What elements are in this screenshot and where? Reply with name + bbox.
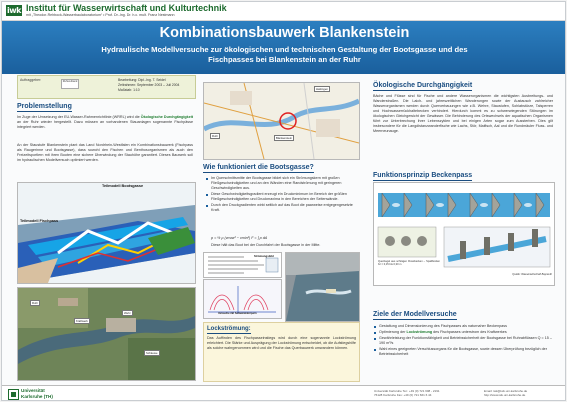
map-tag-schleuse: Schleuse — [146, 351, 158, 355]
ziele-bullet-list — [373, 324, 553, 358]
project-details — [118, 78, 179, 93]
bootsgasse-bullet-2: Diese Geschwindigkeitsgradient erzeugt ein Druckminimum im Bereich der größten Fließgeschwindigkeiten und Druckmaxima in den Bereichen der Seitenwände. — [205, 192, 358, 202]
problemstellung-heading: Problemstellung — [17, 103, 72, 110]
oekologische-heading: Ökologische Durchgängigkeit — [373, 82, 473, 89]
lockstroemung-text: Das Auffinden des Fischpasseinstiegs wird durch eine sogenannte Lockströmung erleichtert. Die Stärke und Ausprägung der Lockströmung entscheidet, ob die Aufstiegshilfe als solche wahrgenommen wird und die Fische das Querbauwerk umwandern können. — [207, 336, 356, 350]
map-tag-ruhr-center: Ruhr — [212, 134, 219, 138]
bootsgasse-conclusion: Diese hält das Boot bei der Durchfahrt der Bootsgasse in der Mitte. — [211, 243, 321, 247]
lockstroemung-box — [203, 322, 360, 382]
map-tag-wehr: Wehr — [124, 311, 131, 315]
institute-header — [2, 2, 566, 21]
oekologische-paragraph: Bäche und Flüsse sind für Fische und andere Wasserorganismen die wichtigsten Ausbreitungs- und Wanderstraßen. Die Laich- und jahreszeitlichen Wanderungen sowie der Austausch zahlreicher Wasserorganismen werden durch Querverbauungen wie z.B. Wehre, Staustufen, Sohlabstürze, Talsperren und Hochwasserrückhaltebecken verhindert. Hierdurch kommt es zu schwerwiegenden Störungen im ökologischen Gleichgewicht der Gewässer. Die Behinderung des Ortswechsels der aquatischen Organismen führt zur Unterbrechung ihrer Lebenszyklen und bei einigen Arten sogar zum Aussterben. Dies gilt insbesondere für die Langdistanzwanderfische wie Lachs, Stör, Maifisch, Aal und die Rundmäuler Fluss- und Meerneunauge. — [373, 94, 553, 133]
beckenpass-heading: Funktionsprinzip Beckenpass — [373, 172, 473, 179]
project-info-box — [17, 75, 196, 99]
poster — [1, 1, 566, 401]
institute-subtitle: mit „Theodor-Rehbock-Wasserbaulaboratorium“ • Prof. Dr.-Ing. Dr. h.c. mult. Franz Nestmann — [26, 13, 175, 17]
bootsgasse-bullet-1: Im Querschnittsmitte der Bootsgasse bildet sich ein Strömungskern mit großen Fließgeschwindigkeiten und an den Wänden eine Randströmung mit geringeren Geschwindigkeiten aus. — [205, 176, 358, 191]
lockstroemung-heading: Lockströmung: — [207, 326, 251, 332]
model-3d-illustration — [18, 183, 195, 283]
beckenpass-caption: Querriegel aus schrägen Flussbecken – Spaltbreiten bz = 0,15 bis 0,30 m — [378, 260, 440, 267]
bearbeitung: Bearbeitung: Dipl.-Ing. T. Seidel — [118, 78, 166, 82]
map-tag-ruhr: Ruhr — [32, 301, 39, 305]
bootsgasse-formula: p = ½ ρ (vmax² − vmin²) F = ∫ p dA — [211, 236, 268, 240]
footer-address-line-1: Universität Karlsruhe Tel.: +49 (0) 721 608 - 2191 — [374, 389, 440, 393]
location-map — [203, 82, 360, 160]
university-name: Universität Karlsruhe (TH) — [21, 388, 53, 399]
label-schwimmkoerper: Versuche mit Schwimmkörpern — [218, 312, 257, 315]
ruhrverband-logo: Ruhrverband — [61, 79, 79, 89]
ziele-bullet-2: Optimierung der Lockströmung des Fischpasses unterstrom des Kraftwerkes — [373, 330, 553, 335]
location-map-illustration — [204, 83, 359, 159]
footer-address-line-2: 76128 Karlsruhe Fax: +49 (0) 721 661 6 44 — [374, 393, 432, 398]
aerial-photo-left — [17, 287, 196, 381]
poster-subtitle: Hydraulische Modellversuche zur ökologischen und technischen Gestaltung der Bootsgasse und des Fischpasses bei Blankenstein an der Ruhr — [101, 45, 468, 64]
beckenpass-figure — [373, 182, 555, 286]
schwimmkoerper-figure — [203, 279, 282, 319]
university-logo-icon — [8, 389, 19, 400]
footer-website: http://www.iwk.uni-karlsruhe.de — [484, 393, 526, 398]
title-banner — [2, 21, 566, 74]
footer-email: Email: iwk@iwk.uni-karlsruhe.de — [484, 389, 528, 393]
ziele-heading: Ziele der Modellversuche — [373, 311, 457, 318]
bootsgasse-bullet-3: Durch den Druckgradienten wirkt seitlich auf das Boot die paarweise entgegengesetzte Kraft. — [205, 203, 358, 213]
footer-web — [484, 389, 527, 397]
label-teilmodell-fischpass: Teilmodell Fischpass — [20, 219, 59, 223]
map-tag-kraftwerk: Kraftwerk — [76, 319, 88, 323]
ziele-bullet-1: Gestaltung und Dimensionierung des Fischpasses als naturnaher Beckenpass — [373, 324, 553, 329]
iwk-logo: iwk — [7, 6, 21, 15]
map-tag-hattingen: Hattingen — [316, 87, 328, 91]
label-stroemungsbild: Strömungsbild — [254, 254, 274, 258]
stroemungsbild-figure — [203, 252, 282, 278]
ziele-bullet-3: Gewährleistung der Funktionsfähigkeit und Betriebssicherheit der Bootsgasse bei Ruhrabflüssen Q = 15 – 190 m³/s — [373, 336, 553, 346]
label-teilmodell-bootsgasse: Teilmodell Bootsgasse — [102, 184, 144, 188]
zeitrahmen: Zeitrahmen: September 2003 – Juli 2004 — [118, 83, 180, 87]
problemstellung-paragraph-2: An der Staustufe Blankenstein plant das Land Nordrhein-Westfalen ein Kombinationsbauwerk (Fischpass als Raugerinne und Bootsgasse), dass sowohl den Fischen und Benthosorganismen als auch den Freizeitsportlern mit ihren Booten eine sichere Überwindung der Stauhöhe garantiert. Dieses Bauwerk soll im hydraulischen Modellversuch optimiert werden. — [17, 143, 193, 162]
aerial-photo-illustration — [18, 288, 195, 380]
bootsgasse-bullet-list — [205, 176, 358, 214]
lab-photo-1 — [285, 252, 360, 322]
poster-title: Kombinationsbauwerk Blankenstein — [159, 25, 410, 41]
model-3d-figure — [17, 182, 196, 284]
poster-footer — [2, 385, 566, 401]
footer-address — [374, 389, 440, 397]
lab-photo-1-illustration — [286, 253, 359, 321]
problemstellung-paragraph-1: Im Zuge der Umsetzung der EU-Wasser-Rahmenrichtlinie (WRRL) wird die Ökologische Durchgängigkeit an der Ruhr wieder hergestellt. Dazu müssen an vorhandenen Stauanlagen sogenannte Fischpässe integriert werden. — [17, 115, 193, 129]
bootsgasse-heading: Wie funktioniert die Bootsgasse? — [203, 164, 314, 171]
ziele-highlight: Lockströmung — [406, 330, 433, 334]
beckenpass-illustration — [374, 183, 554, 285]
auftraggeber-label: Auftraggeber: — [20, 78, 42, 82]
massstab: Maßstab: 1:10 — [118, 88, 140, 92]
beckenpass-source: Quelle: Wasserwirtschaft Bayreuth — [512, 273, 552, 276]
map-tag-blankenstein: Blankenstein — [276, 136, 293, 140]
ziele-bullet-4: Wahl eines geeigneten Verschlussorgans für die Bootsgasse, sowie dessen Überprüfung bezüglich der Betriebssicherheit — [373, 347, 553, 357]
institute-name: Institut für Wasserwirtschaft und Kulturtechnik — [26, 3, 227, 13]
